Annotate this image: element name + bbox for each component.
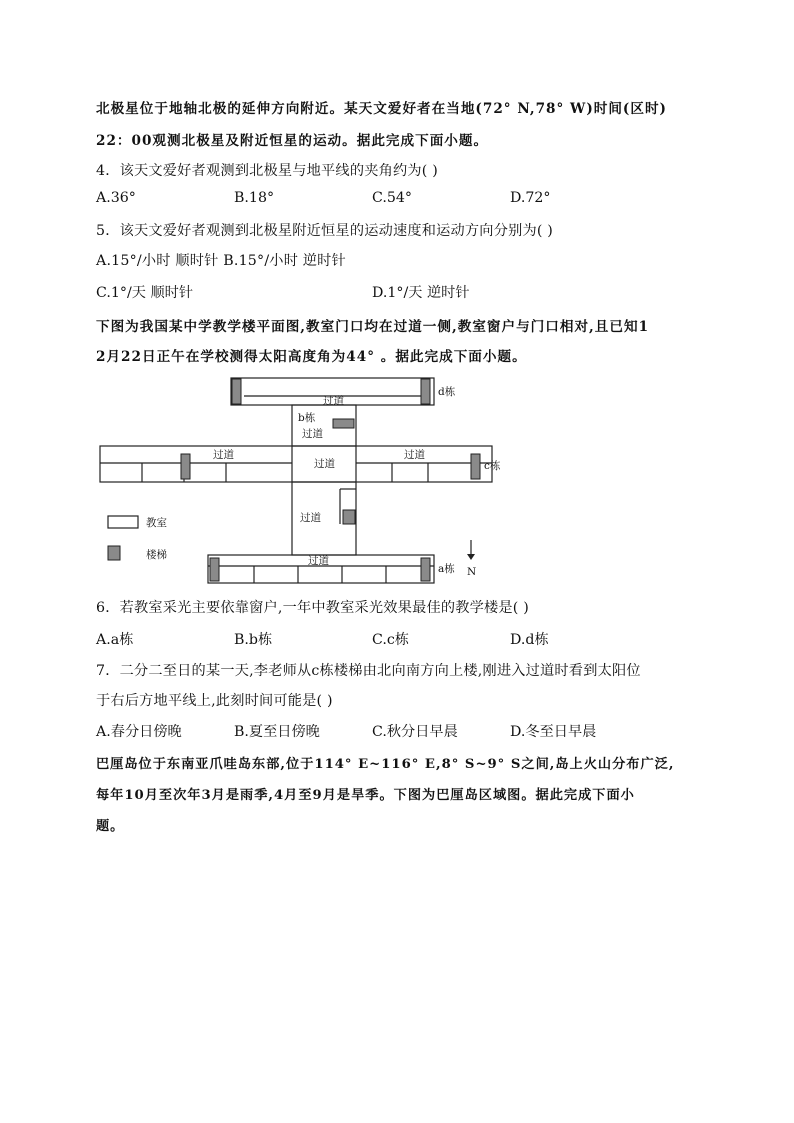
stairs-a-east [421,558,430,581]
q4-option-d: D.72° [510,190,551,206]
north-arrow-head-icon [467,554,475,560]
label-corridor-a: 过道 [308,555,329,567]
legend-stairs-label: 楼梯 [146,549,167,561]
q7-option-c: C.秋分日早晨 [372,724,458,740]
passage1-line1: 北极星位于地轴北极的延伸方向附近。某天文爱好者在当地(72° N,78° W)时间(区时) [96,101,667,117]
stairs-west-wing [181,454,190,479]
q7-option-b: B.夏至日傍晚 [234,724,320,740]
label-a-building: a栋 [438,563,455,575]
label-corridor-center: 过道 [314,458,335,470]
label-c-building: c栋 [484,460,500,472]
q5-option-c: C.1°/天 顺时针 [96,285,194,301]
stairs-b [333,419,354,428]
legend-classroom-label: 教室 [146,517,167,529]
q4-option-c: C.54° [372,190,413,206]
q4-option-a: A.36° [96,190,136,206]
building-c-outline [100,446,492,482]
stairs-d-east [421,379,430,404]
passage3-line2: 每年10月至次年3月是雨季,4月至9月是旱季。下图为巴厘岛区域图。据此完成下面小 [96,788,635,803]
label-corridor-d: 过道 [323,395,344,407]
q7-stem-line1: 7．二分二至日的某一天,李老师从c栋楼梯由北向南方向上楼,刚进入过道时看到太阳位 [96,663,641,679]
stairs-central [343,510,355,524]
label-b-building: b栋 [298,412,316,424]
legend-classroom-box [108,516,138,528]
q7-option-d: D.冬至日早晨 [510,724,597,740]
q7-option-a: A.春分日傍晚 [96,724,182,740]
q5-option-d: D.1°/天 逆时针 [372,285,470,301]
q6-option-c: C.c栋 [372,632,409,648]
q4-option-b: B.18° [234,190,275,206]
q5-options-ab: A.15°/小时 顺时针 B.15°/小时 逆时针 [96,253,346,269]
q6-stem: 6．若教室采光主要依靠窗户,一年中教室采光效果最佳的教学楼是( ) [96,600,529,616]
stairs-d-west [232,379,241,404]
legend-stairs-swatch [108,546,120,560]
label-d-building: d栋 [438,386,456,398]
passage2-line2: 2月22日正午在学校测得太阳高度角为44° 。据此完成下面小题。 [96,349,527,365]
q6-option-d: D.d栋 [510,632,549,648]
label-corridor-west: 过道 [213,449,234,461]
passage2-line1: 下图为我国某中学教学楼平面图,教室门口均在过道一侧,教室窗户与门口相对,且已知1 [96,319,650,335]
label-corridor-b: 过道 [302,428,323,440]
label-corridor-central: 过道 [300,512,321,524]
q6-option-b: B.b栋 [234,632,273,648]
q7-stem-line2: 于右后方地平线上,此刻时间可能是( ) [96,693,333,709]
q5-stem: 5．该天文爱好者观测到北极星附近恒星的运动速度和运动方向分别为( ) [96,223,554,239]
passage1-line2: 22：00观测北极星及附近恒星的运动。据此完成下面小题。 [96,133,489,149]
stairs-c [471,454,480,479]
q4-stem: 4．该天文爱好者观测到北极星与地平线的夹角约为( ) [96,163,438,179]
north-label: N [467,566,477,578]
stairs-a-west [210,558,219,581]
passage3-line1: 巴厘岛位于东南亚爪哇岛东部,位于114° E~116° E,8° S~9° S之间,岛上火山分布广泛, [96,757,675,772]
building-floor-plan [96,374,500,590]
q6-option-a: A.a栋 [96,632,134,648]
passage3-line3: 题。 [96,819,125,834]
label-corridor-east: 过道 [404,449,425,461]
